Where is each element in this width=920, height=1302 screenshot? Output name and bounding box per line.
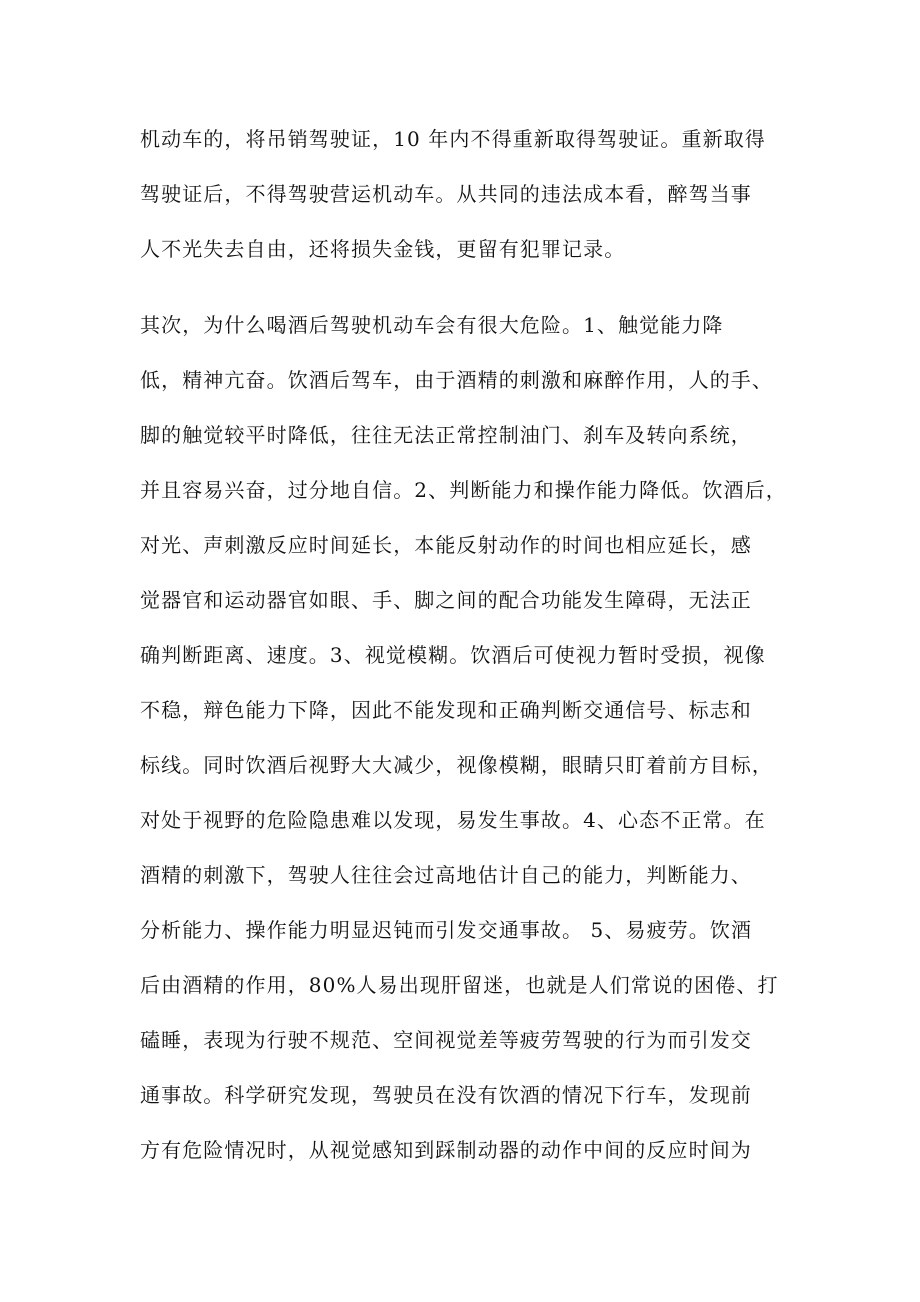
text-line: 驾驶证后，不得驾驶营运机动车。从共同的违法成本看，醉驾当事 (140, 182, 752, 206)
text-line: 低，精神亢奋。饮酒后驾车，由于酒精的刺激和麻醉作用，人的手、 (140, 368, 773, 392)
text-line: 磕睡，表现为行驶不规范、空间视觉差等疲劳驾驶的行为而引发交 (140, 1028, 752, 1052)
text-line: 确判断距离、速度。3、视觉模糊。饮酒后可使视力暂时受损，视像 (140, 643, 766, 667)
text-line: 分析能力、操作能力明显迟钝而引发交通事故。 5、易疲劳。饮酒 (140, 918, 753, 942)
text-line: 并且容易兴奋，过分地自信。2、判断能力和操作能力降低。饮酒后， (140, 478, 787, 502)
text-line: 通事故。科学研究发现，驾驶员在没有饮酒的情况下行车，发现前 (140, 1083, 752, 1107)
text-line: 方有危险情况时，从视觉感知到踩制动器的动作中间的反应时间为 (140, 1138, 752, 1162)
text-line: 机动车的，将吊销驾驶证，10 年内不得重新取得驾驶证。重新取得 (140, 127, 766, 151)
text-line: 人不光失去自由，还将损失金钱，更留有犯罪记录。 (140, 237, 626, 261)
text-line: 其次，为什么喝酒后驾驶机动车会有很大危险。1、触觉能力降 (140, 313, 724, 337)
text-line: 标线。同时饮酒后视野大大减少，视像模糊，眼睛只盯着前方目标， (140, 753, 773, 777)
text-line: 不稳，辩色能力下降，因此不能发现和正确判断交通信号、标志和 (140, 698, 752, 722)
text-line: 后由酒精的作用，80%人易出现肝留迷，也就是人们常说的困倦、打 (140, 973, 779, 997)
text-line: 觉器官和运动器官如眼、手、脚之间的配合功能发生障碍，无法正 (140, 588, 752, 612)
text-line: 酒精的刺激下，驾驶人往往会过高地估计自己的能力，判断能力、 (140, 863, 752, 887)
text-line: 脚的触觉较平时降低，往往无法正常控制油门、刹车及转向系统， (140, 423, 752, 447)
text-line: 对处于视野的危险隐患难以发现，易发生事故。4、心态不正常。在 (140, 808, 766, 832)
text-line: 对光、声刺激反应时间延长，本能反射动作的时间也相应延长，感 (140, 533, 752, 557)
